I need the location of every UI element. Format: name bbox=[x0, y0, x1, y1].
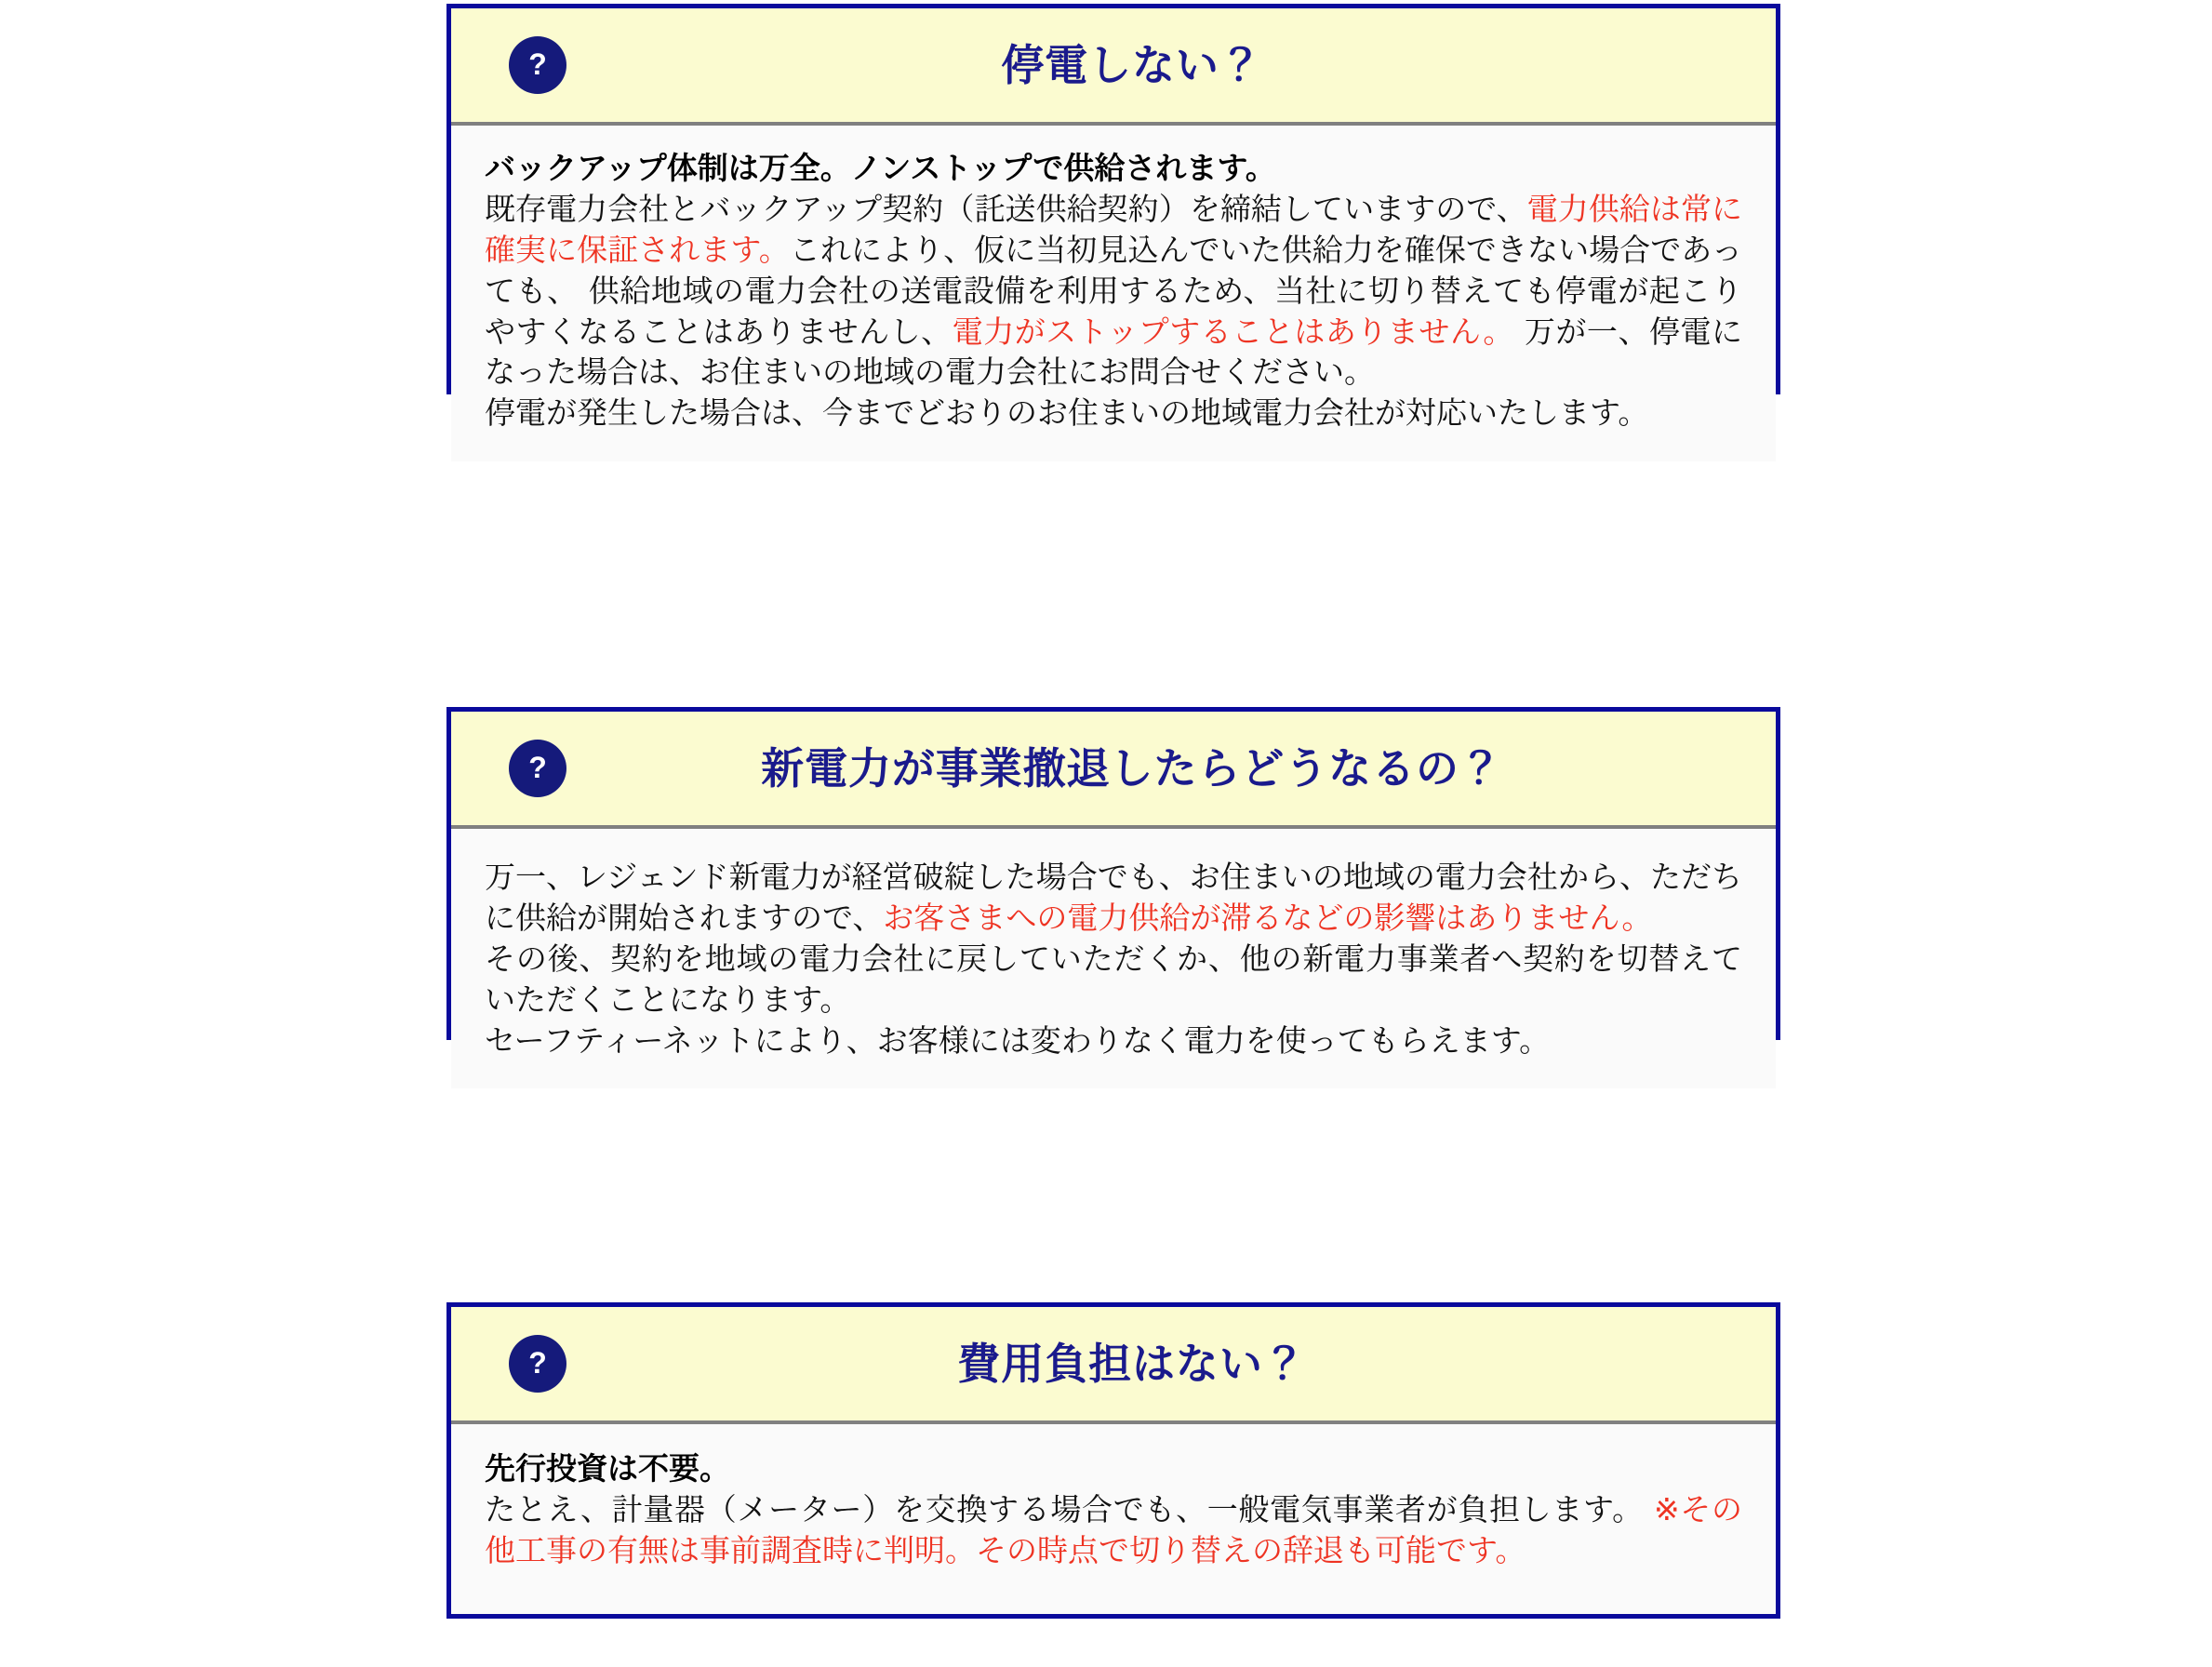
faq-card bbox=[446, 707, 1780, 1059]
text-segment: 既存電力会社とバックアップ契約（託送供給契約）を締結していますので、 bbox=[485, 190, 1527, 227]
text-segment: たとえ、計量器（メーター）を交換する場合でも、一般電気事業者が負担します。 bbox=[485, 1490, 1644, 1527]
svg-text:?: ? bbox=[528, 47, 547, 81]
text-segment: 万が一、停電になった場合は、お住まいの地域の電力会社にお問合せください。 bbox=[485, 313, 1742, 391]
text-segment: 停電が発生した場合は、今までどおりのお住まいの地域電力会社が対応いたします。 bbox=[485, 394, 1649, 432]
question-mark-circle-icon bbox=[509, 36, 566, 94]
faq-card-body bbox=[451, 1424, 1776, 1599]
faq-question-title: 新電力が事業撤退したらどうなるの？ bbox=[761, 742, 1503, 793]
svg-text:?: ? bbox=[528, 1346, 547, 1380]
svg-text:?: ? bbox=[528, 751, 547, 784]
faq-card-body bbox=[451, 126, 1776, 461]
faq-card-body bbox=[451, 829, 1776, 1088]
faq-card bbox=[446, 1302, 1780, 1619]
faq-card bbox=[446, 4, 1780, 432]
faq-card-header[interactable] bbox=[451, 1307, 1776, 1424]
text-segment: その後、契約を地域の電力会社に戻していただくか、他の新電力事業者へ契約を切替えていただくことになります。 bbox=[485, 940, 1742, 1018]
faq-card-header[interactable] bbox=[451, 8, 1776, 126]
text-segment: これにより、仮に当初見込んでいた供給力を確保できない場合であっても、 供給地域の電力会社の送電設備を利用するため、当社に切り替えても停電が起こりやすくなることはありませんし、 bbox=[485, 231, 1742, 350]
faq-card-header[interactable] bbox=[451, 712, 1776, 829]
question-mark-circle-icon bbox=[509, 1335, 566, 1393]
text-segment-highlight: 電力供給は常に確実に保証されます。 bbox=[485, 190, 1742, 268]
faq-answer-paragraph bbox=[485, 939, 1742, 1020]
faq-question-title: 費用負担はない？ bbox=[957, 1338, 1307, 1389]
faq-answer-paragraph bbox=[485, 189, 1742, 393]
faq-answer-paragraph bbox=[485, 1489, 1742, 1571]
faq-answer-paragraph bbox=[485, 857, 1742, 939]
text-segment-highlight: 電力がストップすることはありません。 bbox=[952, 313, 1514, 350]
faq-answer-lead: バックアップ体制は万全。ノンストップで供給されます。 bbox=[485, 150, 1276, 186]
text-segment: 万一、レジェンド新電力が経営破綻した場合でも、お住まいの地域の電力会社から、ただちに供給が開始されますので、 bbox=[485, 859, 1742, 936]
text-segment-highlight: お客さまへの電力供給が滞るなどの影響はありません。 bbox=[883, 899, 1653, 936]
question-mark-circle-icon bbox=[509, 740, 566, 797]
faq-answer-paragraph bbox=[485, 1020, 1742, 1061]
faq-answer-paragraph bbox=[485, 393, 1742, 433]
faq-answer-lead: 先行投資は不要。 bbox=[485, 1450, 730, 1487]
text-segment: セーフティーネットにより、お客様には変わりなく電力を使ってもらえます。 bbox=[485, 1021, 1551, 1059]
faq-question-title: 停電しない？ bbox=[1001, 39, 1263, 90]
text-segment-highlight: ※その他工事の有無は事前調査時に判明。その時点で切り替えの辞退も可能です。 bbox=[485, 1490, 1743, 1568]
